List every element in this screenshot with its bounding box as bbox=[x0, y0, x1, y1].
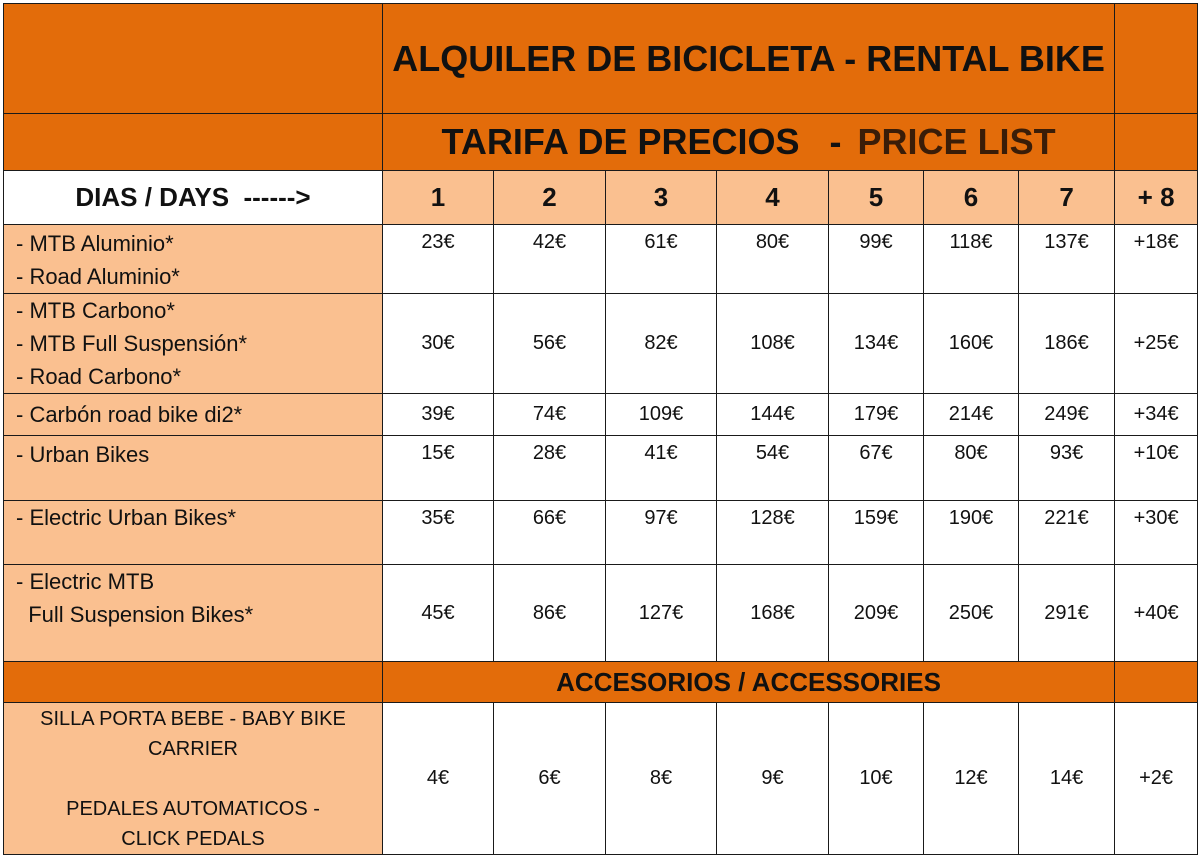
price-cell: 41€ bbox=[606, 436, 717, 501]
bike-row bbox=[4, 225, 1198, 294]
price-cell: 190€ bbox=[924, 501, 1019, 565]
price-cell: +2€ bbox=[1115, 703, 1198, 855]
bike-type-line: - Electric Urban Bikes* bbox=[16, 505, 237, 530]
accessory-line: SILLA PORTA BEBE - BABY BIKE bbox=[40, 707, 346, 730]
bike-type-cell bbox=[4, 225, 383, 294]
price-cell: 35€ bbox=[383, 501, 494, 565]
accessories-left-cell bbox=[4, 662, 383, 703]
day-column-header: 2 bbox=[494, 171, 606, 225]
bike-type-line: - Road Carbono* bbox=[16, 364, 182, 389]
price-cell: 168€ bbox=[717, 565, 829, 662]
subtitle-right-cell bbox=[1115, 114, 1198, 171]
price-cell: 134€ bbox=[829, 294, 924, 394]
price-cell: 93€ bbox=[1019, 436, 1115, 501]
subtitle-en: PRICE LIST bbox=[857, 121, 1056, 162]
bike-row bbox=[4, 436, 1198, 501]
price-cell: 250€ bbox=[924, 565, 1019, 662]
price-cell: 39€ bbox=[383, 394, 494, 436]
day-column-header: 3 bbox=[606, 171, 717, 225]
bike-type-line: - MTB Full Suspensión* bbox=[16, 331, 248, 356]
day-column-header: 5 bbox=[829, 171, 924, 225]
bike-type-line: - MTB Aluminio* bbox=[16, 231, 174, 256]
price-cell: +40€ bbox=[1115, 565, 1198, 662]
price-cell: 80€ bbox=[717, 225, 829, 294]
price-cell: +10€ bbox=[1115, 436, 1198, 501]
price-list-subtitle bbox=[383, 114, 1115, 171]
price-table bbox=[3, 3, 1198, 855]
day-column-header: 6 bbox=[924, 171, 1019, 225]
price-cell: 82€ bbox=[606, 294, 717, 394]
price-cell: 61€ bbox=[606, 225, 717, 294]
price-cell: 45€ bbox=[383, 565, 494, 662]
price-cell: 128€ bbox=[717, 501, 829, 565]
bike-row bbox=[4, 294, 1198, 394]
price-cell: 54€ bbox=[717, 436, 829, 501]
bike-type-line: - Urban Bikes bbox=[16, 442, 150, 467]
accessory-spacer bbox=[4, 764, 382, 794]
price-cell: 56€ bbox=[494, 294, 606, 394]
price-cell: 214€ bbox=[924, 394, 1019, 436]
bike-type-line: Full Suspension Bikes* bbox=[16, 602, 254, 627]
price-cell: 118€ bbox=[924, 225, 1019, 294]
price-cell: 74€ bbox=[494, 394, 606, 436]
bike-row bbox=[4, 501, 1198, 565]
price-cell: 14€ bbox=[1019, 703, 1115, 855]
price-cell: 108€ bbox=[717, 294, 829, 394]
price-cell: 15€ bbox=[383, 436, 494, 501]
price-cell: 160€ bbox=[924, 294, 1019, 394]
price-cell: 137€ bbox=[1019, 225, 1115, 294]
price-cell: 23€ bbox=[383, 225, 494, 294]
days-header-row bbox=[4, 171, 1198, 225]
price-cell: 12€ bbox=[924, 703, 1019, 855]
day-column-header: 7 bbox=[1019, 171, 1115, 225]
bike-row bbox=[4, 394, 1198, 436]
accessories-right-cell bbox=[1115, 662, 1198, 703]
price-cell: 30€ bbox=[383, 294, 494, 394]
price-cell: 10€ bbox=[829, 703, 924, 855]
bike-row bbox=[4, 565, 1198, 662]
bike-type-cell bbox=[4, 394, 383, 436]
price-cell: 42€ bbox=[494, 225, 606, 294]
price-cell: 28€ bbox=[494, 436, 606, 501]
price-cell: +25€ bbox=[1115, 294, 1198, 394]
price-cell: 109€ bbox=[606, 394, 717, 436]
price-cell: 291€ bbox=[1019, 565, 1115, 662]
bike-type-cell bbox=[4, 294, 383, 394]
price-cell: +34€ bbox=[1115, 394, 1198, 436]
price-cell: 186€ bbox=[1019, 294, 1115, 394]
price-cell: 159€ bbox=[829, 501, 924, 565]
price-cell: 179€ bbox=[829, 394, 924, 436]
bike-type-line: - Carbón road bike di2* bbox=[16, 402, 243, 427]
day-column-header: 1 bbox=[383, 171, 494, 225]
accessories-header: ACCESORIOS / ACCESSORIES bbox=[383, 662, 1115, 703]
accessory-line: PEDALES AUTOMATICOS - bbox=[66, 797, 320, 820]
price-cell: 4€ bbox=[383, 703, 494, 855]
subtitle-left-cell bbox=[4, 114, 383, 171]
bike-type-line: - Electric MTB bbox=[16, 569, 155, 594]
day-column-header: + 8 bbox=[1115, 171, 1198, 225]
accessories-cell bbox=[4, 703, 383, 855]
price-cell: 66€ bbox=[494, 501, 606, 565]
price-cell: 99€ bbox=[829, 225, 924, 294]
days-label: DIAS / DAYS ------> bbox=[4, 171, 383, 225]
title-text: ALQUILER DE BICICLETA - RENTAL BIKE bbox=[392, 37, 1105, 79]
bike-type-cell bbox=[4, 501, 383, 565]
price-cell: 221€ bbox=[1019, 501, 1115, 565]
price-cell: 86€ bbox=[494, 565, 606, 662]
price-cell: 97€ bbox=[606, 501, 717, 565]
title-left-cell bbox=[4, 4, 383, 114]
price-cell: 8€ bbox=[606, 703, 717, 855]
price-cell: +18€ bbox=[1115, 225, 1198, 294]
title-right-cell bbox=[1115, 4, 1198, 114]
bike-type-cell bbox=[4, 436, 383, 501]
price-cell: +30€ bbox=[1115, 501, 1198, 565]
price-cell: 249€ bbox=[1019, 394, 1115, 436]
price-cell: 144€ bbox=[717, 394, 829, 436]
page-title bbox=[383, 4, 1115, 114]
day-column-header: 4 bbox=[717, 171, 829, 225]
price-cell: 80€ bbox=[924, 436, 1019, 501]
subtitle-es: TARIFA DE PRECIOS - bbox=[441, 121, 842, 162]
price-cell: 6€ bbox=[494, 703, 606, 855]
price-cell: 209€ bbox=[829, 565, 924, 662]
accessory-line: CARRIER bbox=[147, 737, 238, 760]
price-cell: 9€ bbox=[717, 703, 829, 855]
bike-type-line: - Road Aluminio* bbox=[16, 264, 180, 289]
accessories-row bbox=[4, 703, 1198, 855]
bike-type-cell bbox=[4, 565, 383, 662]
price-cell: 67€ bbox=[829, 436, 924, 501]
accessory-line: CLICK PEDALS bbox=[121, 827, 265, 850]
price-cell: 127€ bbox=[606, 565, 717, 662]
bike-type-line: - MTB Carbono* bbox=[16, 298, 175, 323]
